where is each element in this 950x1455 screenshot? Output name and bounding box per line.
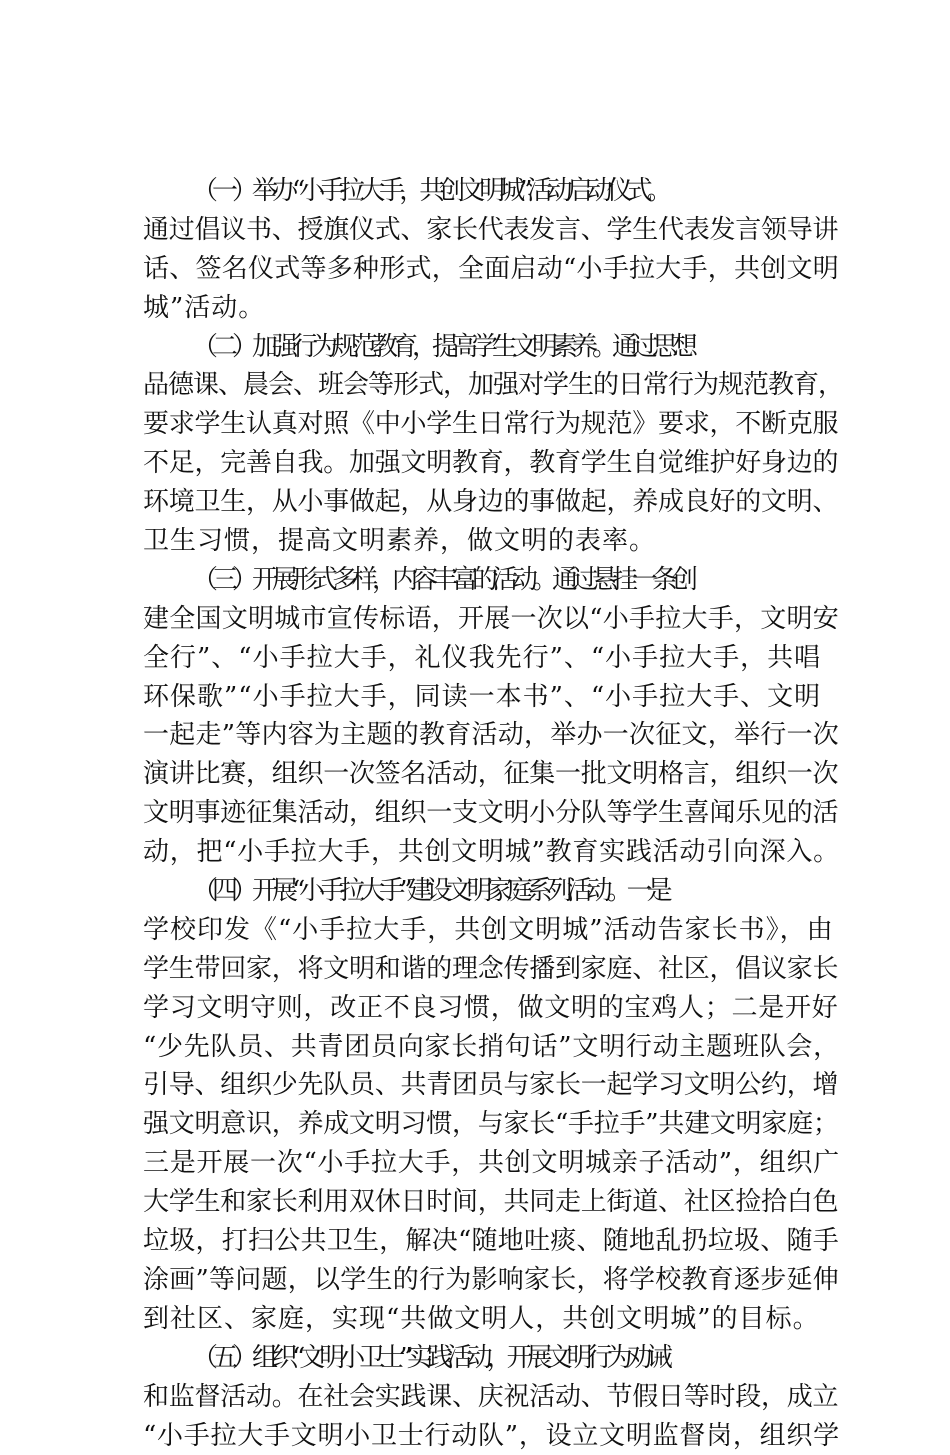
- paragraph-first-line: （二）加强行为规范教育，提高学生文明素养。通过思想: [143, 328, 843, 367]
- text-line: 学生带回家，将文明和谐的理念传播到家庭、社区，倡议家长: [143, 950, 843, 989]
- paragraph-first-line: （三）开展形式多样，内容丰富的活动。通过悬挂一条创: [143, 561, 843, 600]
- text-line: “小手拉大手文明小卫士行动队”，设立文明监督岗，组织学: [143, 1417, 843, 1455]
- text-line: 演讲比赛，组织一次签名活动，征集一批文明格言，组织一次: [143, 755, 843, 794]
- text-line: 垃圾，打扫公共卫生，解决“随地吐痰、随地乱扔垃圾、随手: [143, 1222, 843, 1261]
- text-line: 要求学生认真对照《中小学生日常行为规范》要求，不断克服: [143, 405, 843, 444]
- text-line: 城”活动。: [143, 289, 843, 328]
- paragraph-first-line: （五）组织“文明小卫士”实践活动，开展文明行为劝诫: [143, 1339, 843, 1378]
- text-line: 三是开展一次“小手拉大手，共创文明城亲子活动”，组织广: [143, 1144, 843, 1183]
- text-line: 到社区、家庭，实现“共做文明人，共创文明城”的目标。: [143, 1300, 843, 1339]
- body-text: [143, 172, 843, 1455]
- text-line: “少先队员、共青团员向家长捎句话”文明行动主题班队会，: [143, 1028, 843, 1067]
- text-line: 学习文明守则，改正不良习惯，做文明的宝鸡人；二是开好: [143, 989, 843, 1028]
- text-line: 话、签名仪式等多种形式，全面启动“小手拉大手，共创文明: [143, 250, 843, 289]
- paragraph-first-line: （一）举办“小手拉大手，共创文明城”活动启动仪式。: [143, 172, 843, 211]
- text-line: 涂画”等问题，以学生的行为影响家长，将学校教育逐步延伸: [143, 1261, 843, 1300]
- paragraph-first-line: （四）开展“小手拉大手”建设文明家庭系列活动。一是: [143, 872, 843, 911]
- text-line: 动，把“小手拉大手，共创文明城”教育实践活动引向深入。: [143, 833, 843, 872]
- text-line: 文明事迹征集活动，组织一支文明小分队等学生喜闻乐见的活: [143, 794, 843, 833]
- text-line: 引导、组织少先队员、共青团员与家长一起学习文明公约，增: [143, 1066, 843, 1105]
- text-line: 通过倡议书、授旗仪式、家长代表发言、学生代表发言领导讲: [143, 211, 843, 250]
- text-line: 不足，完善自我。加强文明教育，教育学生自觉维护好身边的: [143, 444, 843, 483]
- text-line: 强文明意识，养成文明习惯，与家长“手拉手”共建文明家庭；: [143, 1105, 843, 1144]
- text-line: 卫生习惯，提高文明素养，做文明的表率。: [143, 522, 843, 561]
- text-line: 品德课、晨会、班会等形式，加强对学生的日常行为规范教育，: [143, 366, 843, 405]
- text-line: 和监督活动。在社会实践课、庆祝活动、节假日等时段，成立: [143, 1378, 843, 1417]
- text-line: 大学生和家长利用双休日时间，共同走上街道、社区捡拾白色: [143, 1183, 843, 1222]
- text-line: 环保歌”“小手拉大手，同读一本书”、“小手拉大手、文明: [143, 678, 843, 717]
- text-line: 全行”、“小手拉大手，礼仪我先行”、“小手拉大手，共唱: [143, 639, 843, 678]
- text-line: 环境卫生，从小事做起，从身边的事做起，养成良好的文明、: [143, 483, 843, 522]
- text-line: 学校印发《“小手拉大手，共创文明城”活动告家长书》，由: [143, 911, 843, 950]
- text-line: 一起走”等内容为主题的教育活动，举办一次征文，举行一次: [143, 716, 843, 755]
- text-line: 建全国文明城市宣传标语，开展一次以“小手拉大手，文明安: [143, 600, 843, 639]
